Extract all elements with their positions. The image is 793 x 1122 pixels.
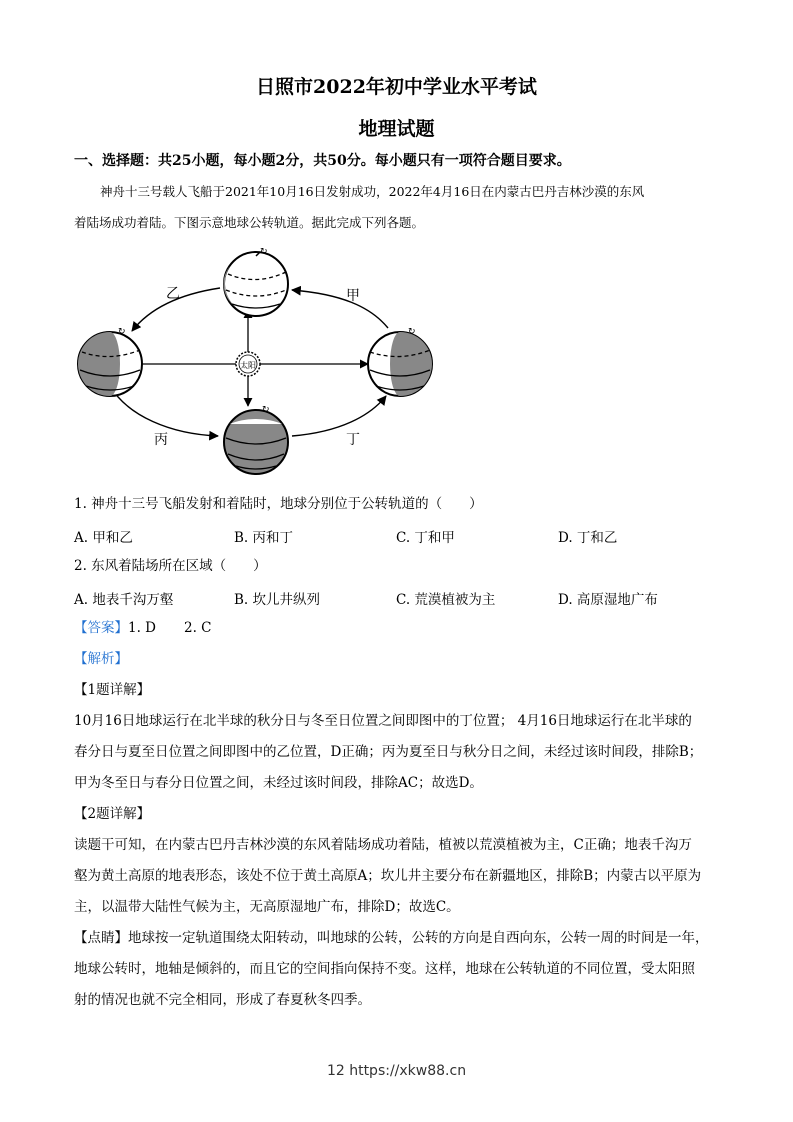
q2-option-d[interactable]: D. 高原湿地广布 xyxy=(558,592,658,608)
material-line-1: 神舟十三号载人飞船于2021年10月16日发射成功，2022年4月16日在内蒙古巴丹吉林沙漠的东风 xyxy=(100,184,645,199)
earth-top-icon xyxy=(224,247,288,316)
detail-2-line-3: 主，以温带大陆性气候为主，无高原湿地广布，排除D；故选C。 xyxy=(74,899,460,915)
detail-2-heading: 【2题详解】 xyxy=(74,806,151,822)
question-1-stem: 1. 神舟十三号飞船发射和着陆时，地球分别位于公转轨道的（ ） xyxy=(74,496,483,512)
q1-option-d[interactable]: D. 丁和乙 xyxy=(558,530,618,546)
answer-2: 2. C xyxy=(184,620,212,636)
q2-option-a[interactable]: A. 地表千沟万壑 xyxy=(74,592,174,608)
q2-option-c[interactable]: C. 荒漠植被为主 xyxy=(396,592,496,608)
label-jia: 甲 xyxy=(346,288,360,304)
orbit-diagram xyxy=(70,246,450,486)
svg-text:↻: ↻ xyxy=(118,327,126,337)
svg-text:↻: ↻ xyxy=(408,327,416,337)
orbit-arc-bing xyxy=(110,386,218,436)
material-line-2: 着陆场成功着陆。下图示意地球公转轨道。据此完成下列各题。 xyxy=(74,215,425,230)
q1-option-c[interactable]: C. 丁和甲 xyxy=(396,530,455,546)
page-footer: 12 https://xkw88.cn xyxy=(326,1063,467,1079)
label-yi: 乙 xyxy=(166,286,180,302)
orbit-arc-ding xyxy=(292,396,386,436)
svg-text:↻: ↻ xyxy=(262,405,270,415)
answer-1: 1. D xyxy=(128,620,156,636)
question-2-stem: 2. 东风着陆场所在区域（ ） xyxy=(74,558,267,574)
detail-1-line-3: 甲为冬至日与春分日位置之间，未经过该时间段，排除AC；故选D。 xyxy=(74,775,483,791)
detail-1-heading: 【1题详解】 xyxy=(74,682,151,698)
detail-2-line-2: 壑为黄土高原的地表形态，该处不位于黄土高原A；坎儿井主要分布在新疆地区，排除B；内蒙古以平原为 xyxy=(74,868,702,884)
detail-1-line-1: 10月16日地球运行在北半球的秋分日与冬至日位置之间即图中的丁位置； 4月16日地球运行在北半球的 xyxy=(74,713,692,729)
label-bing: 丙 xyxy=(154,432,168,448)
answer-line xyxy=(74,618,212,638)
detail-2-line-1: 读题干可知，在内蒙古巴丹吉林沙漠的东风着陆场成功着陆，植被以荒漠植被为主，C正确；地表千沟万 xyxy=(74,837,692,853)
section-heading: 一、选择题：共25小题，每小题2分，共50分。每小题只有一项符合题目要求。 xyxy=(74,153,571,169)
svg-text:太阳: 太阳 xyxy=(240,361,256,370)
analysis-tag: 【解析】 xyxy=(74,651,128,667)
detail-1-line-2: 春分日与夏至日位置之间即图中的乙位置，D正确；丙为夏至日与秋分日之间，未经过该时间段，排除B； xyxy=(74,744,703,760)
page-title: 日照市2022年初中学业水平考试 xyxy=(256,76,537,98)
label-ding: 丁 xyxy=(346,432,360,448)
earth-left-icon xyxy=(78,327,142,396)
q1-option-a[interactable]: A. 甲和乙 xyxy=(74,530,133,546)
page-subtitle: 地理试题 xyxy=(358,118,435,140)
tip-line-1: 【点睛】地球按一定轨道围绕太阳转动，叫地球的公转，公转的方向是自西向东，公转一周的时间是一年， xyxy=(74,930,709,946)
q2-option-b[interactable]: B. 坎儿井纵列 xyxy=(234,592,321,608)
tip-line-3: 射的情况也就不完全相同，形成了春夏秋冬四季。 xyxy=(74,992,371,1008)
svg-text:↻: ↻ xyxy=(260,247,268,257)
answer-tag: 【答案】 xyxy=(74,620,128,636)
earth-bottom-icon xyxy=(224,405,288,474)
tip-line-2: 地球公转时，地轴是倾斜的，而且它的空间指向保持不变。这样，地球在公转轨道的不同位置，受太阳照 xyxy=(74,961,695,977)
q1-option-b[interactable]: B. 丙和丁 xyxy=(234,530,294,546)
tip-tag: 【点睛】 xyxy=(74,930,128,946)
earth-right-icon xyxy=(368,327,432,396)
orbit-arc-jia xyxy=(292,290,388,328)
